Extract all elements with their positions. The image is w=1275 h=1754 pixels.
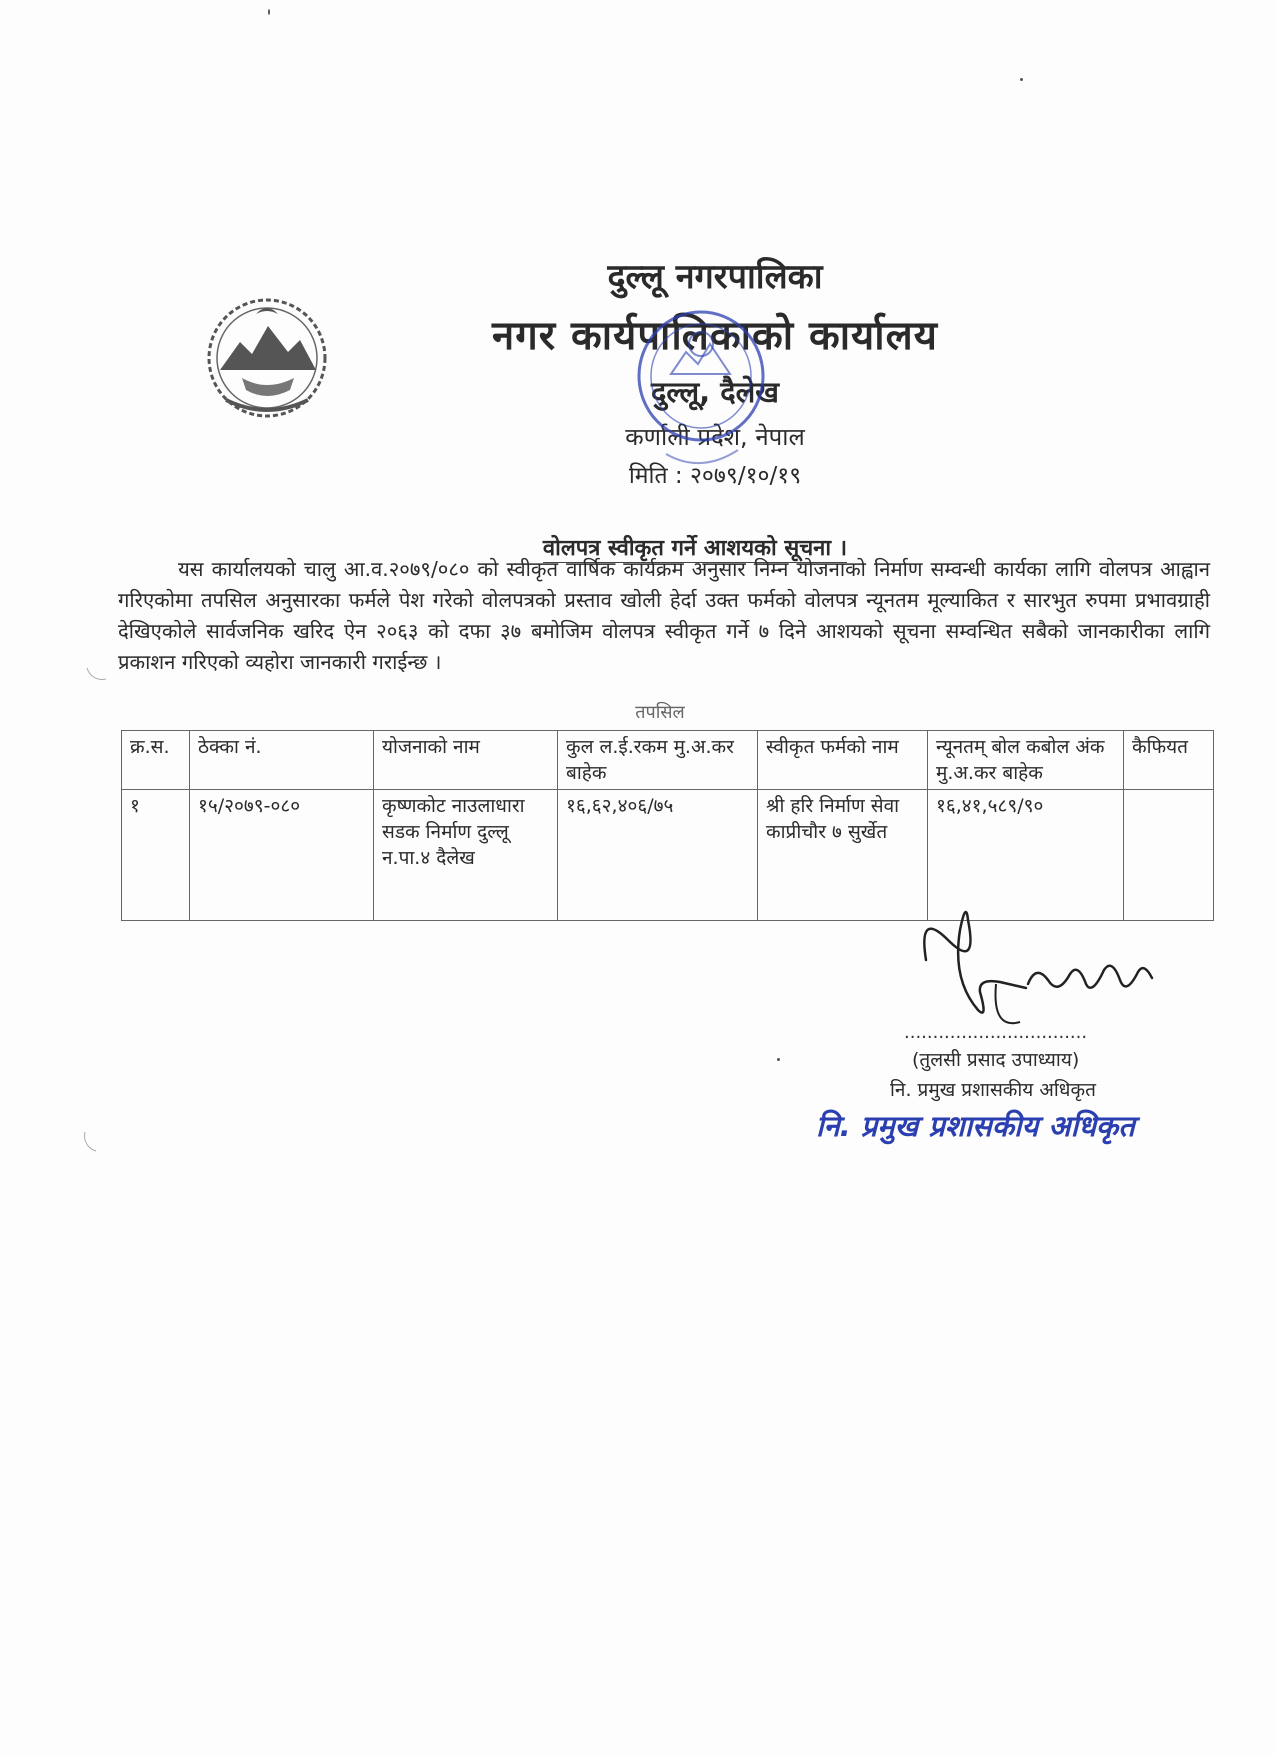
- province-country: कर्णाली प्रदेश, नेपाल: [625, 423, 805, 451]
- cell-contract-no: १५/२०७९-०८०: [190, 790, 374, 921]
- cell-serial: १: [122, 790, 190, 921]
- col-header-approved-firm: स्वीकृत फर्मको नाम: [758, 731, 928, 790]
- office-title: नगर कार्यपालिकाको कार्यालय: [492, 313, 938, 359]
- col-header-project-name: योजनाको नाम: [374, 731, 558, 790]
- scan-speck: [1020, 78, 1023, 81]
- notice-subject: वोलपत्र स्वीकृत गर्ने आशयको सूचना ।: [542, 536, 848, 561]
- bid-details-table: [121, 730, 1214, 921]
- notice-body: यस कार्यालयको चालु आ.व.२०७९/०८० को स्वीकृत वार्षिक कार्यक्रम अनुसार निम्न योजनाको निर्माण सम्वन्धी कार्यका लागि वोलपत्र आह्वान गरिएकोमा तपसिल अनुसारका फर्मले पेश गरेको वोलपत्रको प्रस्ताव खोली हेर्दा उक्त फर्मको वोलपत्र न्यूनतम मूल्याकित र सारभुत रुपमा प्रभावग्राही देखिएकोले सार्वजनिक खरिद ऐन २०६३ को दफा ३७ बमोजिम वोलपत्र स्वीकृत गर्ने ७ दिने आशयको सूचना सम्वन्धित सबैको जानकारीका लागि प्रकाशन गरिएको व्यहोरा जानकारी गराईन्छ ।: [118, 557, 1210, 674]
- col-header-cost-estimate: कुल ल.ई.रकम मु.अ.कर बाहेक: [558, 731, 758, 790]
- table-caption: तपसिल: [635, 702, 685, 723]
- col-header-remarks: कैफियत: [1124, 731, 1214, 790]
- signature-line: ................................: [904, 1022, 1088, 1043]
- table-header-row: [122, 731, 1214, 790]
- scan-speck: [268, 9, 270, 15]
- cell-cost-estimate: १६,६२,४०६/७५: [558, 790, 758, 921]
- col-header-lowest-bid: न्यूनतम् बोल कबोल अंक मु.अ.कर बाहेक: [928, 731, 1124, 790]
- col-header-serial: क्र.स.: [122, 731, 190, 790]
- office-seal-stamp: [626, 304, 776, 474]
- signatory-name: (तुलसी प्रसाद उपाध्याय): [912, 1049, 1080, 1071]
- office-location: दुल्लू, दैलेख: [650, 375, 780, 409]
- col-header-contract-no: ठेक्का नं.: [190, 731, 374, 790]
- scan-speck: [777, 1058, 780, 1061]
- signatory-title: नि. प्रमुख प्रशासकीय अधिकृत: [890, 1079, 1096, 1101]
- scan-mark: [78, 1114, 122, 1158]
- cell-approved-firm: श्री हरि निर्माण सेवा काप्रीचौर ७ सुर्खेत: [758, 790, 928, 921]
- notice-date: मिति : २०७९/१०/१९: [628, 463, 802, 489]
- nepal-emblem-icon: [196, 292, 338, 424]
- cell-lowest-bid: १६,४१,५८९/९०: [928, 790, 1124, 921]
- designation-stamp: नि. प्रमुख प्रशासकीय अधिकृत: [816, 1109, 1135, 1143]
- cell-project-name: कृष्णकोट नाउलाधारा सडक निर्माण दुल्लू न.पा.४ दैलेख: [374, 790, 558, 921]
- municipality-name: दुल्लू नगरपालिका: [607, 257, 823, 297]
